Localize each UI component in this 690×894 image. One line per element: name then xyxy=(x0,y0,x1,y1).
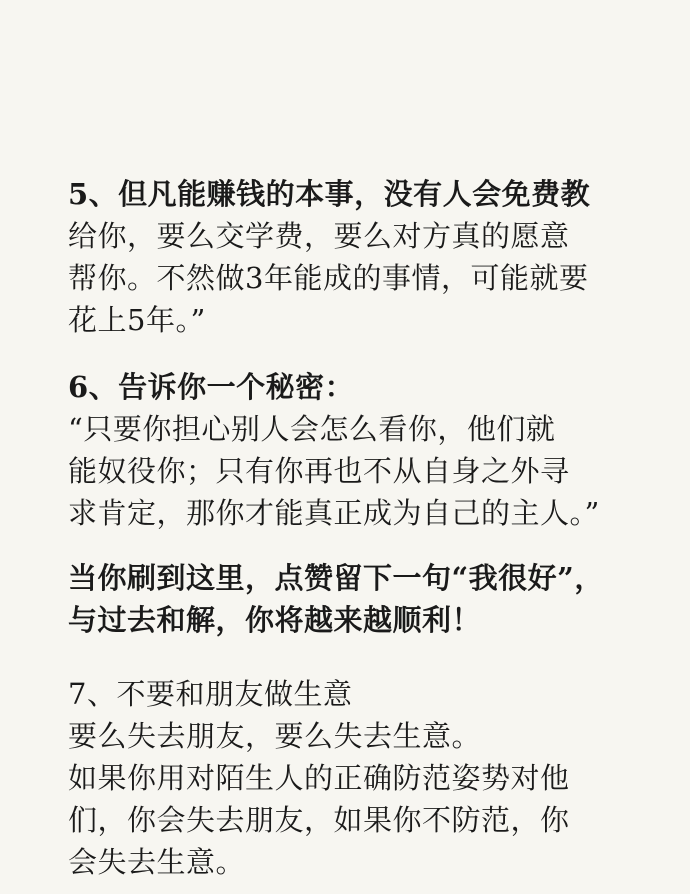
section-7-line: 要么失去朋友，要么失去生意。 xyxy=(68,719,482,753)
call-to-action xyxy=(68,557,668,641)
section-5 xyxy=(68,173,668,341)
cta-line: 当你刷到这里，点赞留下一句“我很好”， xyxy=(68,561,604,595)
section-6-quote-line: 能奴役你；只有你再也不从自身之外寻 xyxy=(68,454,570,488)
section-7 xyxy=(68,673,668,883)
section-5-line: 给你，要么交学费，要么对方真的愿意 xyxy=(68,219,570,253)
section-7-line: 会失去生意。 xyxy=(68,845,246,879)
section-5-line: 花上5年。” xyxy=(68,303,206,337)
section-6-quote-line: 求肯定，那你才能真正成为自己的主人。” xyxy=(68,496,600,530)
cta-line: 与过去和解，你将越来越顺利！ xyxy=(68,603,482,637)
section-7-line: 们，你会失去朋友，如果你不防范，你 xyxy=(68,803,570,837)
section-6-quote-line: “只要你担心别人会怎么看你，他们就 xyxy=(68,412,556,446)
section-7-line: 如果你用对陌生人的正确防范姿势对他 xyxy=(68,761,570,795)
section-5-heading-line: 5、但凡能赚钱的本事，没有人会免费教 xyxy=(68,177,591,211)
section-6-heading: 6、告诉你一个秘密： xyxy=(68,370,355,404)
section-7-heading: 7、不要和朋友做生意 xyxy=(68,677,353,711)
section-5-line: 帮你。不然做3年能成的事情，可能就要 xyxy=(68,261,589,295)
section-6 xyxy=(68,366,668,534)
